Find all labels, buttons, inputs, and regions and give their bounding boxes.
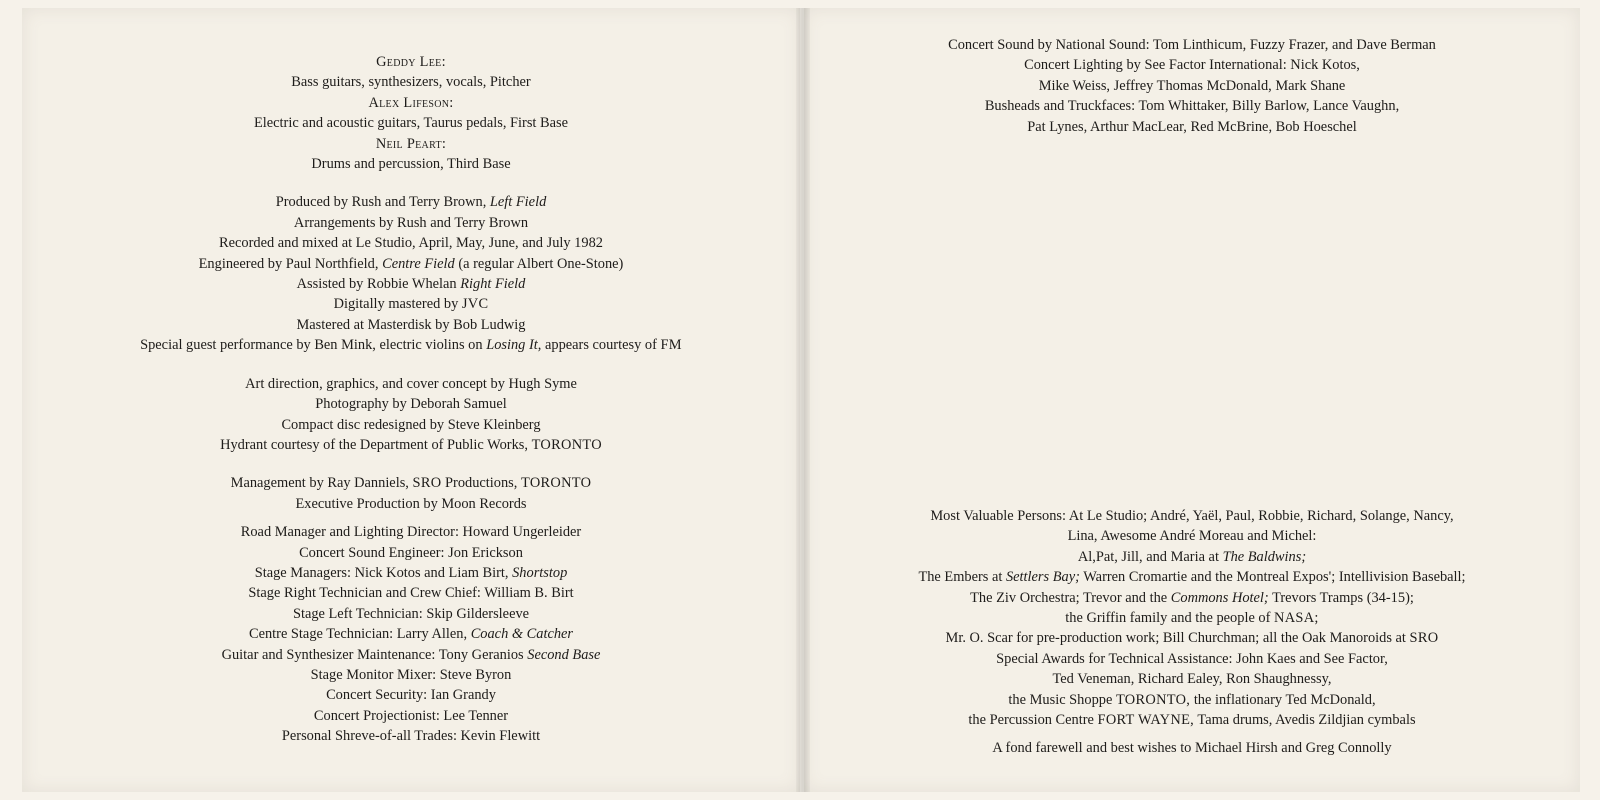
- mvp-line: Mr. O. Scar for pre-production work; Bill Churchman; all the Oak Manoroids at SRO: [945, 630, 1439, 647]
- redesign-credit: Compact disc redesigned by Steve Kleinberg: [281, 416, 541, 433]
- crew-credit: Stage Right Technician and Crew Chief: William B. Birt: [248, 585, 574, 602]
- crew-credit: Concert Projectionist: Lee Tenner: [313, 707, 509, 724]
- concert-sound-credit: Concert Sound by National Sound: Tom Linthicum, Fuzzy Frazer, and Dave Berman: [948, 37, 1436, 53]
- arrangements-credit: Arrangements by Rush and Terry Brown: [293, 214, 529, 231]
- awards-line: the Music Shoppe TORONTO, the inflationary Ted McDonald,: [1008, 691, 1376, 708]
- mvp-line: the Griffin family and the people of NASA;: [1065, 610, 1319, 627]
- crew-credit: Personal Shreve-of-all Trades: Kevin Flewitt: [281, 728, 541, 745]
- mvp-line: Lina, Awesome André Moreau and Michel:: [1067, 528, 1317, 545]
- awards-line: Special Awards for Technical Assistance: John Kaes and See Factor,: [996, 650, 1388, 667]
- crew-credit: Concert Sound Engineer: Jon Erickson: [299, 544, 523, 561]
- band-member-role: Bass guitars, synthesizers, vocals, Pitcher: [291, 74, 531, 91]
- crew-credit: Stage Monitor Mixer: Steve Byron: [310, 666, 512, 683]
- busheads-credit: Busheads and Truckfaces: Tom Whittaker, Billy Barlow, Lance Vaughn,: [984, 98, 1400, 115]
- band-member-role: Electric and acoustic guitars, Taurus pedals, First Base: [253, 115, 569, 132]
- crew-credit: Road Manager and Lighting Director: Howard Ungerleider: [240, 524, 582, 541]
- left-credits-column: [22, 52, 800, 747]
- crew-credit: Stage Left Technician: Skip Gildersleeve: [292, 605, 530, 622]
- management-credit: Management by Ray Danniels, SRO Productions, TORONTO: [230, 475, 592, 492]
- recorded-credit: Recorded and mixed at Le Studio, April, May, June, and July 1982: [219, 235, 603, 252]
- awards-line: Ted Veneman, Richard Ealey, Ron Shaughnessy,: [1052, 671, 1332, 688]
- photography-credit: Photography by Deborah Samuel: [315, 396, 507, 413]
- art-direction-credit: Art direction, graphics, and cover concept by Hugh Syme: [245, 375, 577, 392]
- crew-credit: Centre Stage Technician: Larry Allen, Coach & Catcher: [248, 626, 574, 643]
- band-member-name: Alex Lifeson:: [368, 94, 454, 111]
- band-member-name: Geddy Lee:: [376, 54, 446, 70]
- right-top-credits: [804, 35, 1580, 137]
- guest-credit: Special guest performance by Ben Mink, electric violins on Losing It, appears courtesy of FM: [140, 337, 682, 354]
- band-member-name: Neil Peart:: [375, 135, 447, 152]
- hydrant-credit: Hydrant courtesy of the Department of Public Works, TORONTO: [220, 436, 602, 453]
- mvp-line: Most Valuable Persons: At Le Studio; André, Yaël, Paul, Robbie, Richard, Solange, Nancy,: [930, 508, 1454, 524]
- engineered-credit: Engineered by Paul Northfield, Centre Field (a regular Albert One-Stone): [198, 255, 624, 272]
- produced-credit: Produced by Rush and Terry Brown, Left Field: [275, 194, 547, 211]
- awards-line: the Percussion Centre FORT WAYNE, Tama drums, Avedis Zildjian cymbals: [968, 712, 1416, 729]
- farewell-line: A fond farewell and best wishes to Michael Hirsh and Greg Connolly: [992, 740, 1392, 757]
- crew-credit: Concert Security: Ian Grandy: [326, 687, 496, 704]
- concert-lighting-credit: Concert Lighting by See Factor International: Nick Kotos,: [1024, 57, 1360, 74]
- busheads-credit: Pat Lynes, Arthur MacLear, Red McBrine, Bob Hoeschel: [1027, 118, 1357, 135]
- band-member-role: Drums and percussion, Third Base: [311, 156, 511, 173]
- concert-lighting-credit: Mike Weiss, Jeffrey Thomas McDonald, Mark Shane: [1038, 77, 1346, 94]
- executive-production-credit: Executive Production by Moon Records: [295, 495, 527, 512]
- mvp-line: Al,Pat, Jill, and Maria at The Baldwins;: [1077, 548, 1307, 565]
- mvp-line: The Ziv Orchestra; Trevor and the Commons Hotel; Trevors Tramps (34-15);: [970, 589, 1414, 606]
- crew-credit: Stage Managers: Nick Kotos and Liam Birt, Shortstop: [254, 564, 568, 581]
- mastered-credit: Mastered at Masterdisk by Bob Ludwig: [296, 316, 526, 333]
- crew-credit: Guitar and Synthesizer Maintenance: Tony Geranios Second Base: [221, 646, 601, 663]
- assisted-credit: Assisted by Robbie Whelan Right Field: [296, 276, 526, 293]
- right-bottom-credits: [804, 506, 1580, 759]
- mvp-line: The Embers at Settlers Bay; Warren Cromartie and the Montreal Expos'; Intellivision Baseball;: [918, 569, 1466, 586]
- digital-mastering-credit: Digitally mastered by JVC: [333, 296, 489, 313]
